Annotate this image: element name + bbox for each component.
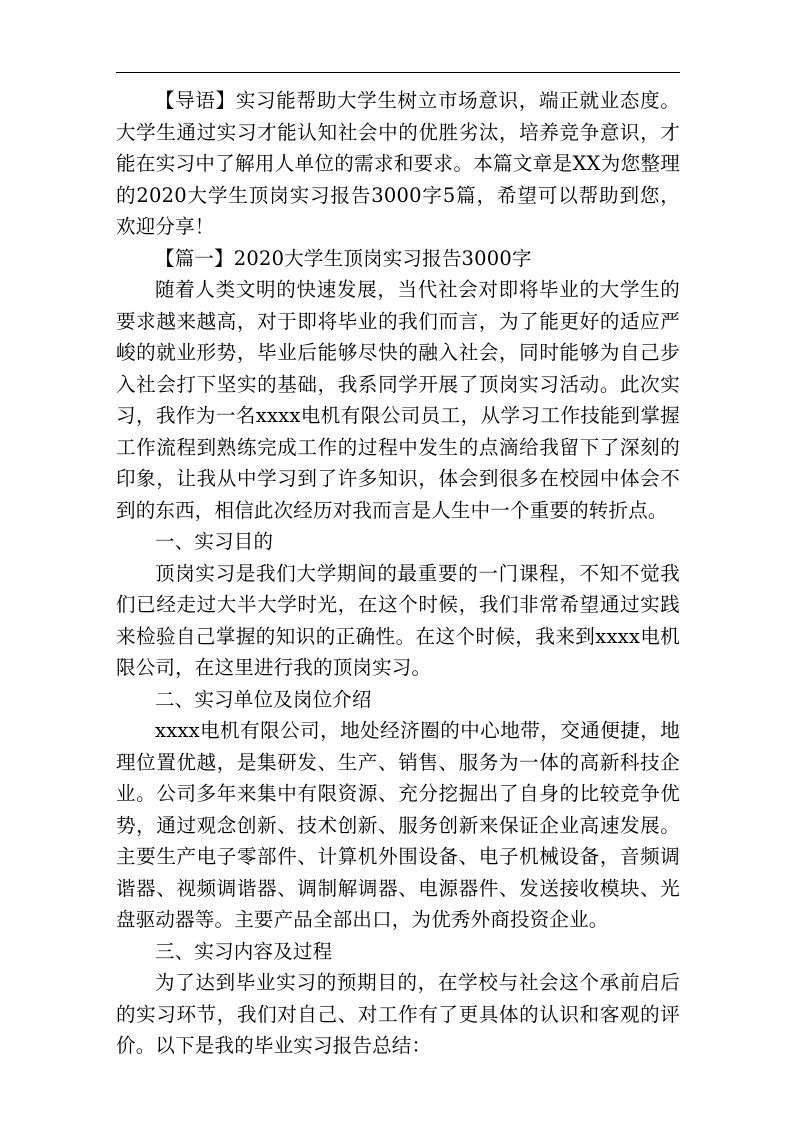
header-rule <box>116 72 680 73</box>
body-paragraph: 顶岗实习是我们大学期间的最重要的一门课程，不知不觉我们已经走过大半大学时光，在这个时候，我们非常希望通过实践来检验自己掌握的知识的正确性。在这个时候，我来到xxxx电机限公司，在这里进行我的顶岗实习。 <box>116 561 680 679</box>
heading-internship-content: 三、实习内容及过程 <box>155 939 333 963</box>
section-title-part-one: 【篇一】2020大学生顶岗实习报告3000字 <box>155 246 532 270</box>
body-paragraph: 随着人类文明的快速发展，当代社会对即将毕业的大学生的要求越来越高，对于即将毕业的我们而言，为了能更好的适应严峻的就业形势，毕业后能够尽快的融入社会，同时能够为自己步入社会打下坚实的基础，我系同学开展了顶岗实习活动。此次实习，我作为一名xxxx电机有限公司员工，从学习工作技能到掌握工作流程到熟练完成工作的过程中发生的点滴给我留下了深刻的印象，让我从中学习到了许多知识，体会到很多在校园中体会不到的东西，相信此次经历对我而言是人生中一个重要的转折点。 <box>116 278 680 522</box>
document-body <box>116 85 680 1062</box>
heading-company-intro: 二、实习单位及岗位介绍 <box>155 687 372 711</box>
intro-paragraph: 【导语】实习能帮助大学生树立市场意识，端正就业态度。大学生通过实习才能认知社会中的优胜劣汰，培养竞争意识，才能在实习中了解用人单位的需求和要求。本篇文章是XX为您整理的2020大学生顶岗实习报告3000字5篇，希望可以帮助到您，欢迎分享！ <box>116 89 680 238</box>
body-paragraph: xxxx电机有限公司，地处经济圈的中心地带，交通便捷，地理位置优越，是集研发、生产、销售、服务为一体的高新科技企业。公司多年来集中有限资源、充分挖掘出了自身的比较竞争优势，通过观念创新、技术创新、服务创新来保证企业高速发展。主要生产电子零部件、计算机外围设备、电子机械设备，音频调谐器、视频调谐器、调制解调器、电源器件、发送接收模块、光盘驱动器等。主要产品全部出口，为优秀外商投资企业。 <box>116 719 680 931</box>
body-paragraph: 为了达到毕业实习的预期目的，在学校与社会这个承前启后的实习环节，我们对自己、对工作有了更具体的认识和客观的评价。以下是我的毕业实习报告总结： <box>116 971 680 1057</box>
heading-internship-purpose: 一、实习目的 <box>155 530 274 553</box>
